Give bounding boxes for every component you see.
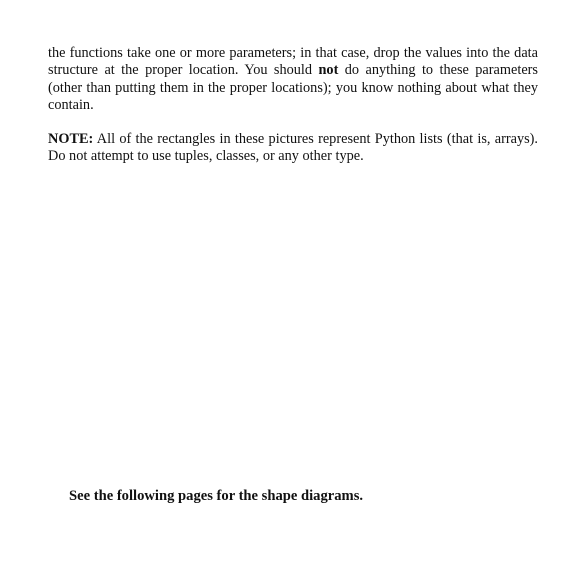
note-label: NOTE: — [48, 131, 94, 147]
note-paragraph — [48, 131, 538, 166]
emphasis-not: not — [318, 62, 339, 79]
instructions-paragraph — [48, 45, 538, 115]
note-text: All of the rectangles in these pictures represent Python lists (that is, arrays). Do not attempt to use tuples, classes, or any other type. — [48, 131, 538, 165]
shape-diagrams-note: See the following pages for the shape diagrams. — [69, 488, 364, 504]
instructions-text-before: the functions take one or more parameters; in that case, drop the values into the data structure at the proper location. You should — [48, 45, 538, 79]
instructions-text-after: do anything to these parameters (other than putting them in the proper locations); you know nothing about what they contain. — [48, 62, 538, 114]
